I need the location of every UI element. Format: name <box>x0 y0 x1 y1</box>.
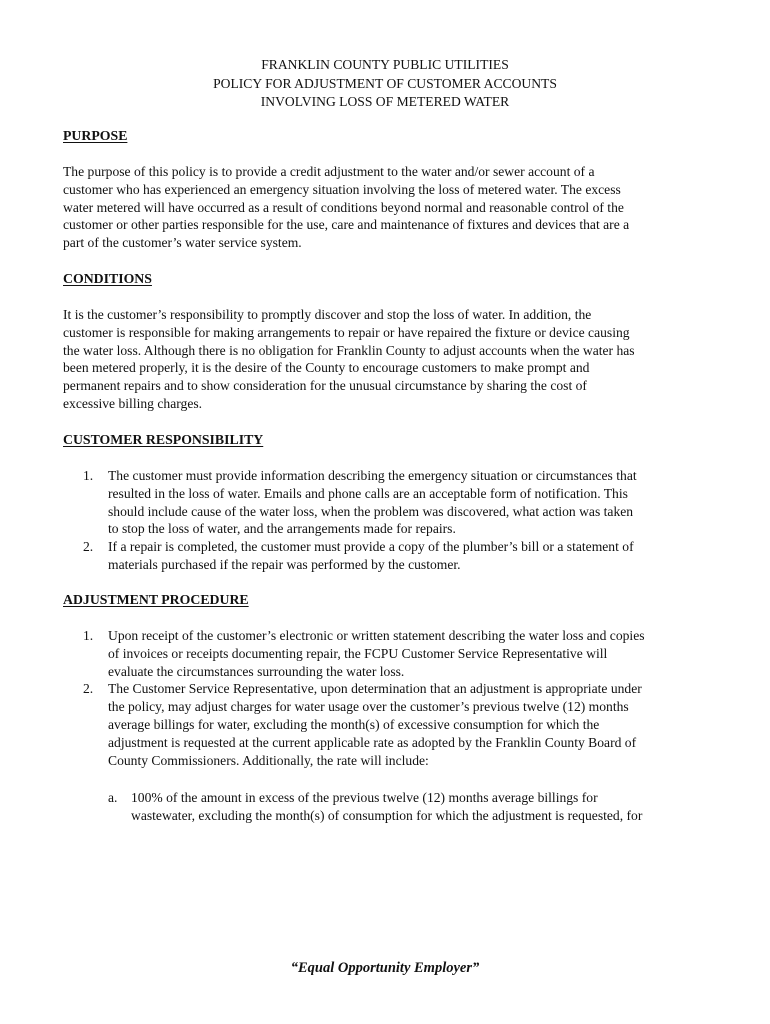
paragraph-line: part of the customer’s water service system. <box>63 235 302 251</box>
paragraph-line: It is the customer’s responsibility to promptly discover and stop the loss of water. In addition, the <box>63 307 592 322</box>
list-item-line: County Commissioners. Additionally, the rate will include: <box>108 752 429 768</box>
adjustment-procedure-sublist <box>108 789 728 825</box>
customer-responsibility-heading: CUSTOMER RESPONSIBILITY <box>63 432 264 447</box>
list-item-line: evaluate the circumstances surrounding the water loss. <box>108 663 405 679</box>
list-item-line: the policy, may adjust charges for water usage over the customer’s previous twelve (12) months <box>108 699 629 715</box>
paragraph-line: permanent repairs and to show consideration for the unusual circumstance by sharing the cost of <box>63 378 587 394</box>
sublist-item-letter: a. <box>108 790 118 805</box>
list-item-number: 1. <box>83 468 94 483</box>
conditions-heading: CONDITIONS <box>63 271 152 286</box>
list-item-line: If a repair is completed, the customer must provide a copy of the plumber’s bill or a statement of <box>108 539 634 555</box>
paragraph-line: customer who has experienced an emergency situation involving the loss of metered water. The excess <box>63 181 621 197</box>
list-item-line: of invoices or receipts documenting repair, the FCPU Customer Service Representative will <box>108 645 608 661</box>
purpose-heading: PURPOSE <box>63 128 128 143</box>
list-item-number: 2. <box>83 539 94 555</box>
list-item <box>83 680 723 769</box>
list-item-line: The Customer Service Representative, upon determination that an adjustment is appropriate under <box>108 681 642 697</box>
adjustment-procedure-list <box>83 627 723 769</box>
paragraph-line: the water loss. Although there is no obligation for Franklin County to adjust accounts when the water has <box>63 342 635 358</box>
list-item <box>83 467 723 538</box>
list-item-line: should include cause of the water loss, when the problem was discovered, what action was taken <box>108 503 634 519</box>
document-header <box>0 56 770 112</box>
adjustment-procedure-heading: ADJUSTMENT PROCEDURE <box>63 592 249 607</box>
header-policy-title: POLICY FOR ADJUSTMENT OF CUSTOMER ACCOUNTS <box>213 75 557 91</box>
list-item-line: materials purchased if the repair was performed by the customer. <box>108 556 461 572</box>
conditions-paragraph <box>63 306 713 413</box>
list-item-number: 1. <box>83 628 94 643</box>
list-item-line: The customer must provide information describing the emergency situation or circumstances that <box>108 468 637 483</box>
customer-responsibility-list <box>83 467 723 574</box>
page-footer: “Equal Opportunity Employer” <box>290 960 480 976</box>
sublist-item-line: wastewater, excluding the month(s) of consumption for which the adjustment is requested, for <box>131 807 643 823</box>
paragraph-line: water metered will have occurred as a result of conditions beyond normal and reasonable control of the <box>63 199 624 215</box>
purpose-paragraph <box>63 163 713 252</box>
paragraph-line: customer or other parties responsible for the use, care and maintenance of fixtures and devices that are a <box>63 217 630 233</box>
list-item-number: 2. <box>83 681 94 697</box>
list-item-line: average billings for water, excluding the month(s) of excessive consumption for which the <box>108 716 600 732</box>
list-item-line: Upon receipt of the customer’s electronic or written statement describing the water loss and copies <box>108 628 645 643</box>
header-organization: FRANKLIN COUNTY PUBLIC UTILITIES <box>261 57 509 72</box>
list-item-line: to stop the loss of water, and the arrangements made for repairs. <box>108 521 456 537</box>
list-item-line: resulted in the loss of water. Emails and phone calls are an acceptable form of notification. This <box>108 485 628 501</box>
paragraph-line: been metered properly, it is the desire of the County to encourage customers to make prompt and <box>63 360 590 376</box>
paragraph-line: customer is responsible for making arrangements to repair or have repaired the fixture or device causing <box>63 324 630 340</box>
list-item-line: adjustment is requested at the current applicable rate as adopted by the Franklin County Board of <box>108 734 637 750</box>
sublist-item-line: 100% of the amount in excess of the previous twelve (12) months average billings for <box>131 790 598 805</box>
list-item <box>83 627 723 680</box>
header-policy-subtitle: INVOLVING LOSS OF METERED WATER <box>260 94 510 109</box>
paragraph-line: excessive billing charges. <box>63 395 203 411</box>
paragraph-line: The purpose of this policy is to provide a credit adjustment to the water and/or sewer account of a <box>63 164 595 179</box>
list-item <box>83 538 723 574</box>
sublist-item <box>108 789 728 825</box>
